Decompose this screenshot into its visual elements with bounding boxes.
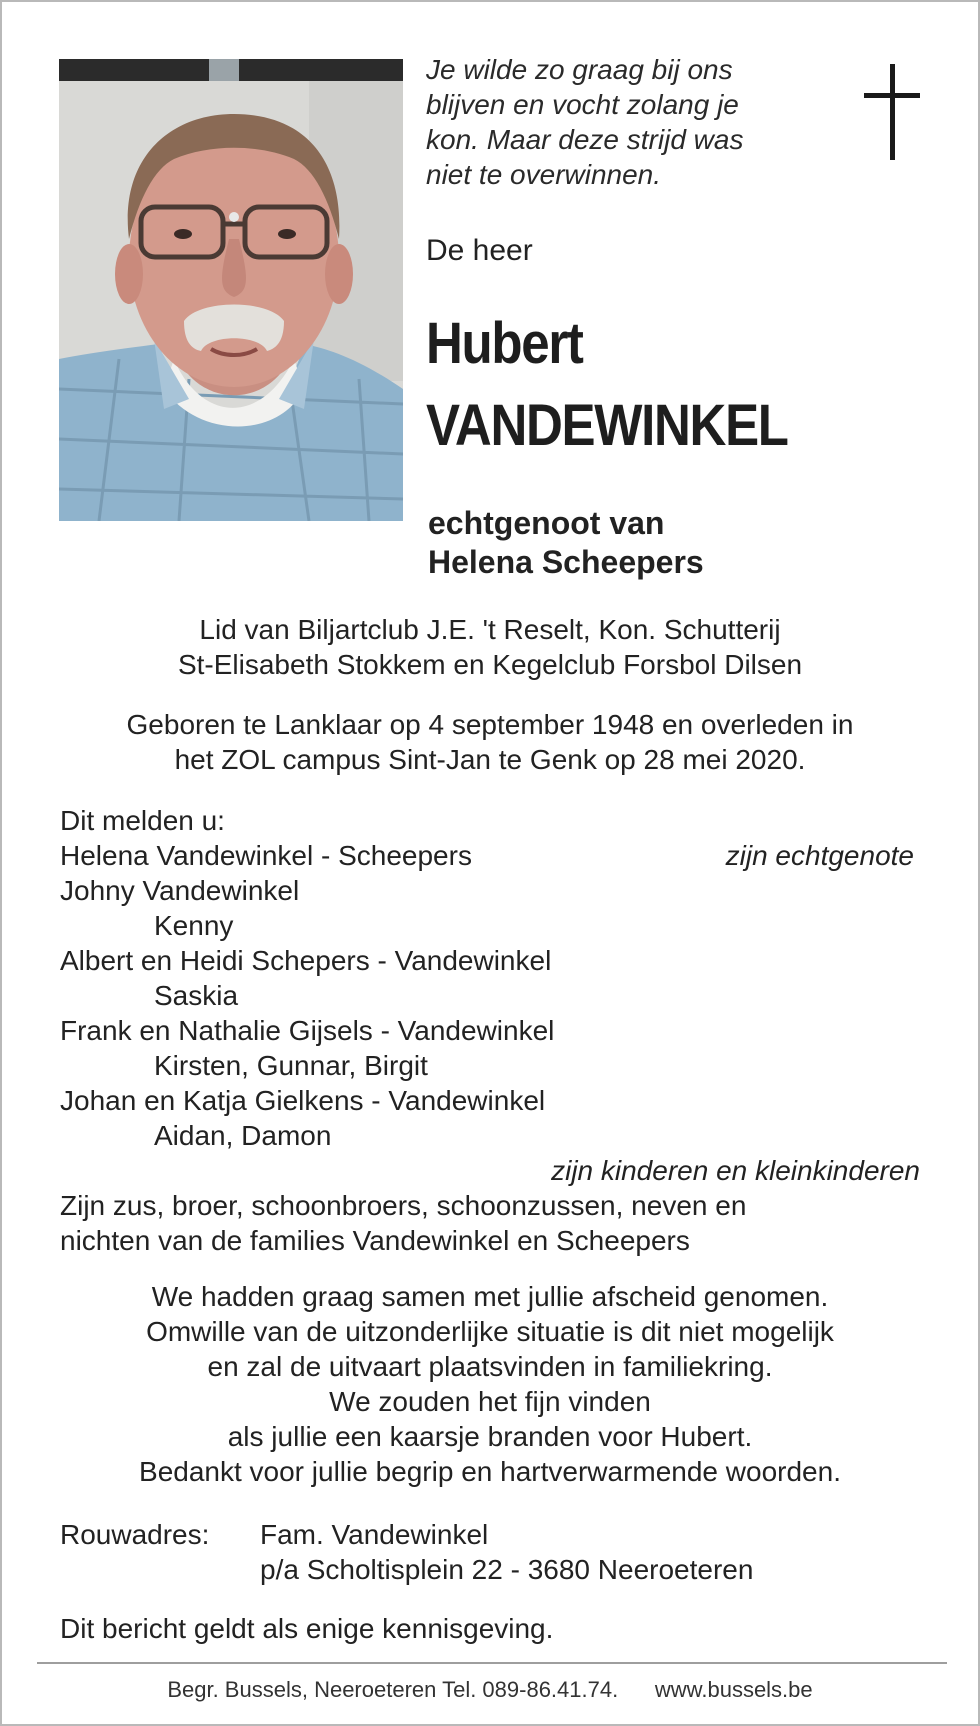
family-grandchildren: Saskia [154, 980, 239, 1011]
website-link[interactable]: www.bussels.be [654, 1677, 813, 1702]
address-line: p/a Scholtisplein 22 - 3680 Neeroeteren [260, 1554, 754, 1585]
address-line: Fam. Vandewinkel [260, 1519, 489, 1550]
poem-line: niet te overwinnen. [426, 159, 662, 190]
birth-line: Geboren te Lanklaar op 4 september 1948 en overleden in [126, 709, 854, 740]
family-parents: Frank en Nathalie Gijsels - Vandewinkel [60, 1015, 555, 1046]
portrait-photo [59, 59, 403, 521]
family-intro: Dit melden u: [60, 805, 225, 836]
salutation: De heer [426, 234, 533, 267]
family-relatives-line: nichten van de families Vandewinkel en Scheepers [60, 1225, 690, 1256]
family-spouse-row [60, 838, 930, 873]
portrait-illustration [59, 59, 403, 521]
family-relatives-line: Zijn zus, broer, schoonbroers, schoonzussen, neven en [60, 1190, 747, 1221]
message-line: Omwille van de uitzonderlijke situatie is dit niet mogelijk [146, 1316, 834, 1347]
family-parents: Albert en Heidi Schepers - Vandewinkel [60, 945, 552, 976]
farewell-message [32, 1279, 948, 1489]
family-spouse-note: zijn echtgenote [725, 840, 914, 871]
family-grandchildren: Kirsten, Gunnar, Birgit [154, 1050, 428, 1081]
family-grandchildren: Aidan, Damon [154, 1120, 332, 1151]
message-line: en zal de uitvaart plaatsvinden in familiekring. [207, 1351, 773, 1382]
birth-line: het ZOL campus Sint-Jan te Genk op 28 mei 2020. [174, 744, 806, 775]
address-label: Rouwadres: [60, 1519, 210, 1550]
poem [426, 52, 806, 192]
message-line: We zouden het fijn vinden [329, 1386, 651, 1417]
poem-line: blijven en vocht zolang je [426, 89, 739, 120]
club-line: St-Elisabeth Stokkem en Kegelclub Forsbol Dilsen [177, 649, 803, 680]
family-children-note: zijn kinderen en kleinkinderen [551, 1155, 920, 1186]
family-parents: Johny Vandewinkel [60, 875, 300, 906]
club-memberships [32, 612, 948, 682]
poem-line: Je wilde zo graag bij ons [426, 54, 733, 85]
notice-text: Dit bericht geldt als enige kennisgeving. [60, 1613, 554, 1644]
deceased-last-name: VANDEWINKEL [426, 393, 788, 458]
spouse-name: Helena Scheepers [428, 544, 704, 580]
family-parents: Johan en Katja Gielkens - Vandewinkel [60, 1085, 546, 1116]
family-grandchildren: Kenny [154, 910, 234, 941]
message-line: Bedankt voor jullie begrip en hartverwarmende woorden. [139, 1456, 841, 1487]
message-line: als jullie een kaarsje branden voor Hubert. [227, 1421, 753, 1452]
family-spouse-name: Helena Vandewinkel - Scheepers [60, 840, 472, 871]
birth-death-details [32, 707, 948, 777]
footer [32, 1676, 948, 1704]
poem-line: kon. Maar deze strijd was [426, 124, 744, 155]
footer-divider [37, 1662, 947, 1664]
message-line: We hadden graag samen met jullie afscheid genomen. [151, 1281, 829, 1312]
spouse-relation: echtgenoot van [428, 505, 665, 541]
undertaker-info: Begr. Bussels, Neeroeteren Tel. 089-86.41.74. [167, 1677, 619, 1702]
family-list [60, 803, 930, 1258]
spouse-line [428, 504, 704, 582]
cross-icon [864, 64, 920, 160]
mourning-address [60, 1517, 753, 1587]
club-line: Lid van Biljartclub J.E. 't Reselt, Kon. Schutterij [199, 614, 781, 645]
deceased-first-name: Hubert [426, 311, 583, 376]
